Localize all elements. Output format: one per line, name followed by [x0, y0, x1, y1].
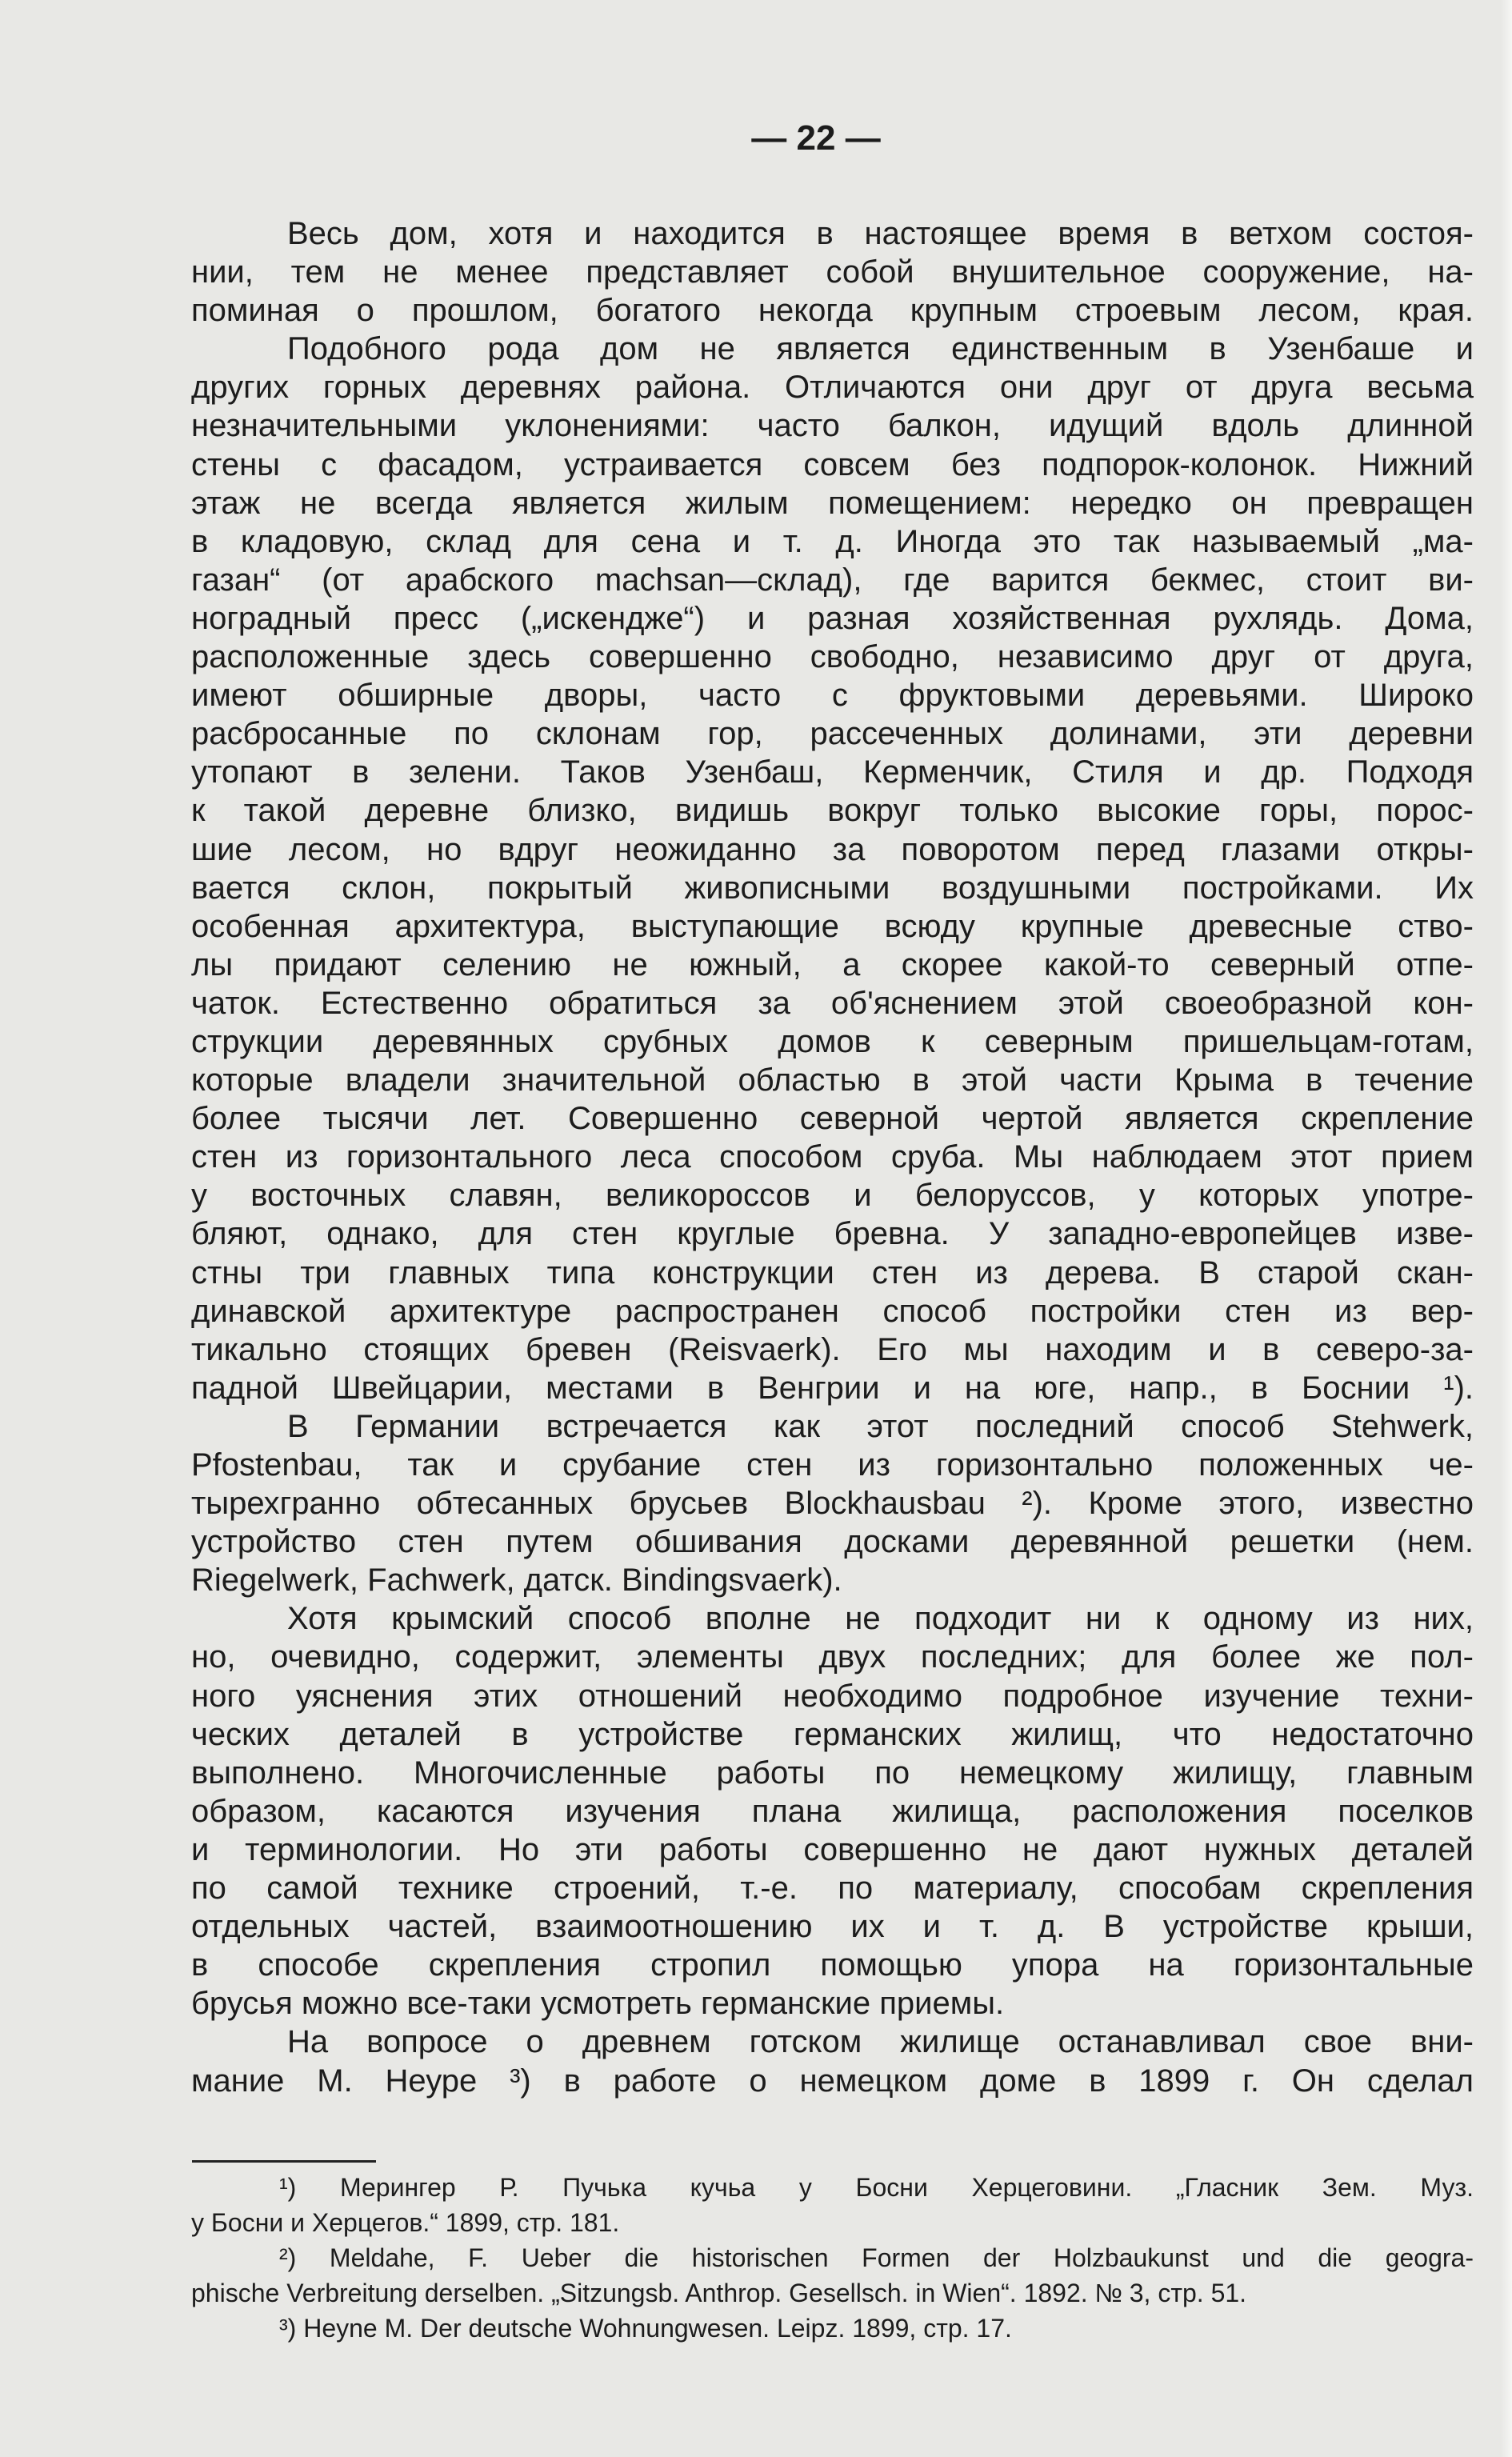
text-line: выполнено. Многочисленные работы по немецкому жилищу, главным: [191, 1755, 1474, 1791]
text-line: имеют обширные дворы, часто с фруктовыми деревьями. Широко: [191, 678, 1474, 714]
text-line: поминая о прошлом, богатого некогда крупным строевым лесом, края.: [191, 293, 1474, 329]
text-line: и терминологии. Но эти работы совершенно не дают нужных деталей: [191, 1831, 1474, 1867]
text-line: падной Швейцарии, местами в Венгрии и на юге, напр., в Боснии ¹).: [191, 1370, 1474, 1406]
text-line: которые владели значительной областью в этой части Крыма в течение: [191, 1062, 1474, 1098]
text-line: чаток. Естественно обратиться за об'яснением этой своеобразной кон-: [191, 985, 1474, 1021]
text-line: струкции деревянных срубных домов к северным пришельцам-готам,: [191, 1023, 1474, 1059]
footnote-line: у Босни и Херцегов.“ 1899, стр. 181.: [191, 2208, 620, 2237]
text-line: В Германии встречается как этот последний способ Stehwerk,: [287, 1408, 1474, 1444]
text-line: к такой деревне близко, видишь вокруг только высокие горы, порос-: [191, 793, 1474, 829]
text-line: шие лесом, но вдруг неожиданно за поворотом перед глазами откры-: [191, 831, 1474, 867]
text-line: в способе скрепления стропил помощью упора на горизонтальные: [191, 1947, 1474, 1983]
body-text: [191, 214, 1474, 2100]
text-line: бляют, однако, для стен круглые бревна. У западно-европейцев изве-: [191, 1216, 1474, 1252]
text-line: Подобного рода дом не является единственным в Узенбаше и: [287, 331, 1474, 367]
text-line: устройство стен путем обшивания досками деревянной решетки (нем.: [191, 1524, 1474, 1560]
text-line: лы придают селению не южный, а скорее какой-то северный отпе-: [191, 946, 1474, 982]
text-line: образом, касаются изучения плана жилища, расположения поселков: [191, 1793, 1474, 1829]
text-line: особенная архитектура, выступающие всюду крупные древесные ство-: [191, 908, 1474, 944]
text-line: стны три главных типа конструкции стен из дерева. В старой скан-: [191, 1255, 1474, 1291]
footnote-line: ³) Heyne M. Der deutsche Wohnungwesen. Leipz. 1899, стр. 17.: [279, 2314, 1012, 2343]
text-line: тикально стоящих бревен (Reisvaerk). Его мы находим и в северо-за-: [191, 1331, 1474, 1367]
text-line: Хотя крымский способ вполне не подходит ни к одному из них,: [287, 1601, 1474, 1637]
text-line: На вопросе о древнем готском жилище останавливал свое вни-: [287, 2024, 1474, 2060]
text-line: Riegelwerk, Fachwerk, датск. Bindingsvaerk).: [191, 1563, 842, 1599]
text-line: газан“ (от арабского machsan—склад), где варится бекмес, стоит ви-: [191, 562, 1474, 598]
footnotes: [191, 2170, 1474, 2346]
text-line: динавской архитектуре распространен способ постройки стен из вер-: [191, 1293, 1474, 1329]
text-line: по самой технике строений, т.-е. по материалу, способам скрепления: [191, 1871, 1474, 1907]
text-line: незначительными уклонениями: часто балкон, идущий вдоль длинной: [191, 408, 1474, 444]
text-line: но, очевидно, содержит, элементы двух последних; для более же пол-: [191, 1639, 1474, 1675]
text-line: Pfostenbau, так и срубание стен из горизонтально положенных че-: [191, 1447, 1474, 1483]
page-edge: [1501, 0, 1512, 2457]
footnote-line: ¹) Мерингер Р. Пучька кучьа у Босни Херцеговини. „Гласник Зем. Муз.: [279, 2173, 1474, 2202]
text-line: нии, тем не менее представляет собой внушительное сооружение, на-: [191, 254, 1474, 290]
text-line: других горных деревнях района. Отличаются они друг от друга весьма: [191, 370, 1474, 406]
text-line: стены с фасадом, устраивается совсем без подпорок-колонок. Нижний: [191, 446, 1474, 482]
text-line: более тысячи лет. Совершенно северной чертой является скрепление: [191, 1101, 1474, 1137]
text-line: расположенные здесь совершенно свободно, независимо друг от друга,: [191, 639, 1474, 675]
text-line: тырехгранно обтесанных брусьев Blockhausbau ²). Кроме этого, известно: [191, 1486, 1474, 1522]
text-line: ноградный пресс („искендже“) и разная хозяйственная рухлядь. Дома,: [191, 600, 1474, 636]
text-line: в кладовую, склад для сена и т. д. Иногда это так называемый „ма-: [191, 523, 1474, 559]
page-number: — 22 —: [751, 118, 881, 158]
text-line: у восточных славян, великороссов и белоруссов, у которых употре-: [191, 1178, 1474, 1214]
text-line: вается склон, покрытый живописными воздушными постройками. Их: [191, 870, 1474, 906]
text-line: утопают в зелени. Таков Узенбаш, Керменчик, Стиля и др. Подходя: [191, 754, 1474, 790]
text-line: ного уяснения этих отношений необходимо подробное изучение техни-: [191, 1678, 1474, 1714]
footnote-line: ²) Meldahe, F. Ueber die historischen Formen der Holzbaukunst und die geogra-: [279, 2243, 1474, 2272]
text-line: мание М. Неуре ³) в работе о немецком доме в 1899 г. Он сделал: [191, 2063, 1474, 2099]
text-line: ческих деталей в устройстве германских жилищ, что недостаточно: [191, 1716, 1474, 1752]
text-line: отдельных частей, взаимоотношению их и т. д. В устройстве крыши,: [191, 1909, 1474, 1945]
text-line: расбросанные по склонам гор, рассеченных долинами, эти деревни: [191, 716, 1474, 752]
footnote-line: phische Verbreitung derselben. „Sitzungsb. Anthrop. Gesellsch. in Wien“. 1892. № 3, стр. 51.: [191, 2279, 1247, 2307]
text-line: Весь дом, хотя и находится в настоящее время в ветхом состоя-: [287, 216, 1474, 251]
text-line: брусья можно все-таки усмотреть германские приемы.: [191, 1986, 1005, 2022]
footnote-rule: [192, 2160, 376, 2163]
text-line: стен из горизонтального леса способом сруба. Мы наблюдаем этот прием: [191, 1139, 1474, 1175]
text-line: этаж не всегда является жилым помещением: нередко он превращен: [191, 485, 1474, 521]
